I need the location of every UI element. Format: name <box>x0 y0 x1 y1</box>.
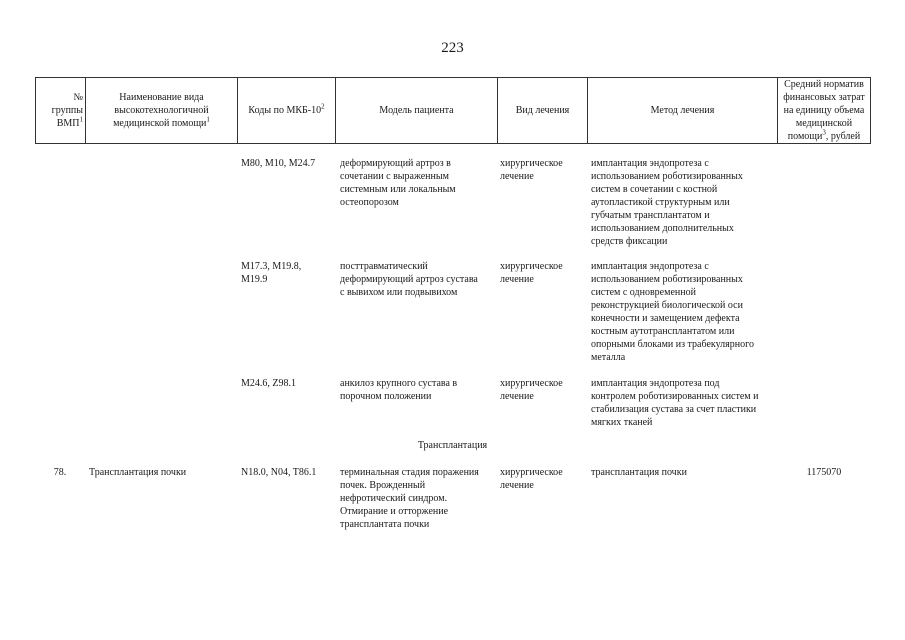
group-name: Трансплантация почки <box>89 467 187 478</box>
header-divider <box>870 77 871 144</box>
row-3-type <box>500 377 586 403</box>
model-line: сочетании с выраженным <box>340 171 449 182</box>
method-line: стабилизация сустава за счет пластики <box>591 404 757 415</box>
header-group-line: ВМП <box>56 118 80 129</box>
codes-line: M19.9 <box>241 274 268 285</box>
type-line: хирургическое <box>500 467 563 478</box>
header-care-name <box>86 78 237 143</box>
header-bottom-border <box>35 143 871 144</box>
header-patient-model <box>336 78 497 143</box>
method-line: имплантация эндопротеза с <box>591 158 709 169</box>
group-method: трансплантация почки <box>591 467 687 478</box>
method-line: костным аутотрансплантатом или <box>591 326 735 337</box>
row-2-codes <box>241 260 333 286</box>
header-name-line: высокотехнологичной <box>114 105 209 116</box>
method-line: использованием дополнительных <box>591 223 734 234</box>
type-line: хирургическое <box>500 158 563 169</box>
model-line: остеопорозом <box>340 197 399 208</box>
type-line: хирургическое <box>500 378 563 389</box>
header-name-line: Наименование вида <box>119 92 204 103</box>
group-codes: N18.0, N04, T86.1 <box>241 467 317 478</box>
group-number: 78. <box>53 467 67 478</box>
row-1-type <box>500 157 586 183</box>
type-line: лечение <box>500 480 534 491</box>
group-type <box>500 466 586 492</box>
method-line: опорными блоками из трабекулярного <box>591 339 754 350</box>
method-line: аутопластикой структурным или <box>591 197 730 208</box>
group-model <box>340 466 496 531</box>
header-cost-line: медицинской <box>795 118 853 129</box>
model-line: почек. Врожденный <box>340 480 426 491</box>
model-line: системным или локальным <box>340 184 456 195</box>
header-cost-line: на единицу объема <box>783 105 865 116</box>
method-line: имплантация эндопротеза под <box>591 378 720 389</box>
row-2-method <box>591 260 776 364</box>
header-cost <box>778 78 870 143</box>
row-3-model <box>340 377 496 403</box>
header-type-label: Вид лечения <box>515 105 570 116</box>
model-line: с вывихом или подвывихом <box>340 287 458 298</box>
row-1-codes <box>241 157 333 170</box>
method-line: губчатым трансплантатом и <box>591 210 710 221</box>
model-line: терминальная стадия поражения <box>340 467 479 478</box>
header-group-line: № <box>73 92 83 103</box>
header-group-number <box>36 78 85 143</box>
group-cost: 1175070 <box>806 467 842 478</box>
model-line: нефротический синдром. <box>340 493 448 504</box>
method-line: средств фиксации <box>591 236 668 247</box>
method-line: реконструкцией биологической оси <box>591 300 743 311</box>
header-method-label: Метод лечения <box>650 105 715 116</box>
codes-line: M24.6, Z98.1 <box>241 378 296 389</box>
type-line: лечение <box>500 391 534 402</box>
header-cost-line: финансовых затрат <box>783 92 865 103</box>
footnote-ref: 3 <box>822 128 826 137</box>
footnote-ref: 2 <box>321 102 325 111</box>
footnote-ref: 1 <box>79 115 83 124</box>
row-3-method <box>591 377 776 429</box>
row-2-type <box>500 260 586 286</box>
method-line: контролем роботизированных систем и <box>591 391 759 402</box>
row-3-codes <box>241 377 333 390</box>
method-line: систем в сочетании с костной <box>591 184 718 195</box>
method-line: использованием роботизированных <box>591 274 743 285</box>
header-codes-label: Коды по МКБ-10 <box>248 105 322 116</box>
model-line: деформирующий артроз в <box>340 158 451 169</box>
method-line: имплантация эндопротеза с <box>591 261 709 272</box>
header-model-label: Модель пациента <box>379 105 454 116</box>
model-line: порочном положении <box>340 391 432 402</box>
header-treatment-type <box>498 78 587 143</box>
header-cost-tail: , рублей <box>825 131 861 142</box>
type-line: лечение <box>500 274 534 285</box>
model-line: трансплантата почки <box>340 519 430 530</box>
method-line: мягких тканей <box>591 417 653 428</box>
codes-line: M17.3, M19.8, <box>241 261 302 272</box>
codes-line: M80, M10, M24.7 <box>241 158 316 169</box>
row-2-model <box>340 260 496 299</box>
footnote-ref: 1 <box>206 115 210 124</box>
row-1-method <box>591 157 776 248</box>
model-line: анкилоз крупного сустава в <box>340 378 458 389</box>
method-line: использованием роботизированных <box>591 171 743 182</box>
header-cost-line: помощи <box>787 131 823 142</box>
header-cost-line: Средний норматив <box>784 79 864 90</box>
header-group-line: группы <box>51 105 83 116</box>
page-number: 223 <box>441 40 464 56</box>
model-line: посттравматический <box>340 261 428 272</box>
header-treatment-method <box>588 78 777 143</box>
row-1-model <box>340 157 496 209</box>
type-line: лечение <box>500 171 534 182</box>
type-line: хирургическое <box>500 261 563 272</box>
header-name-line: медицинской помощи <box>113 118 207 129</box>
section-title: Трансплантация <box>417 440 488 451</box>
method-line: металла <box>591 352 626 363</box>
header-icd-codes <box>238 78 335 143</box>
model-line: Отмирание и отторжение <box>340 506 449 517</box>
method-line: конечности и замещением дефекта <box>591 313 740 324</box>
model-line: деформирующий артроз сустава <box>340 274 478 285</box>
method-line: систем с одновременной <box>591 287 696 298</box>
